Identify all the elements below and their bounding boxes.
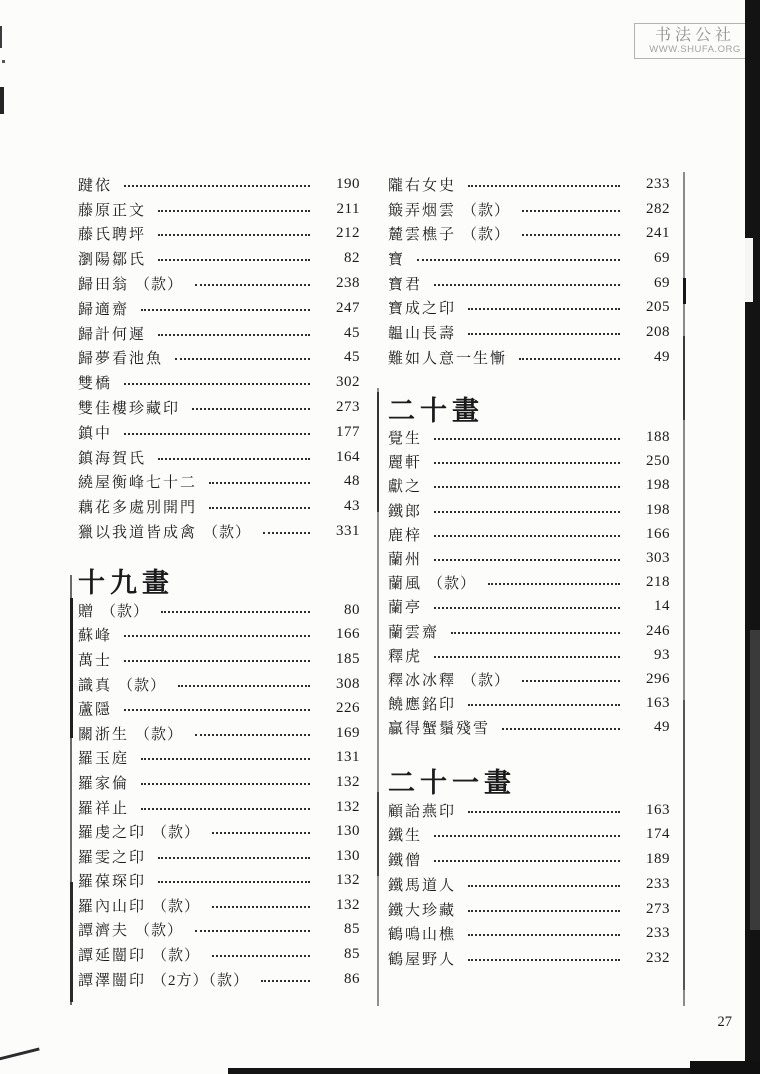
dot-leader [124,374,310,385]
entry-note: （款） [135,277,184,294]
dot-leader [175,349,310,360]
entry-note: （款） [462,227,511,244]
index-section [388,798,670,971]
entry-label: 鹿梓 [388,527,423,544]
entry-page-number: 48 [344,473,360,490]
dot-leader [502,719,620,730]
entry-page-number: 163 [646,801,670,818]
entry-label: 藤原正文 [78,202,147,219]
entry-page-number: 308 [336,675,360,692]
entry-note: （2方）（款） [152,972,250,989]
index-entry [78,967,360,992]
entry-label: 羅葆琛印 [78,874,147,891]
entry-label: 隴右女史 [388,177,457,194]
dot-leader [124,700,310,711]
entry-page-number: 238 [336,275,360,292]
entry-page-number: 218 [646,574,670,591]
entry-label: 繞屋衡峰七十二 [78,475,198,492]
entry-label: 寶君 [388,276,423,293]
entry-label: 蘆隱 [78,702,113,719]
entry-page-number: 250 [646,453,670,470]
entry-page-number: 273 [646,900,670,917]
scan-edge-corner [690,1061,760,1074]
dot-leader [434,502,620,513]
index-entry [388,498,670,522]
dot-leader [434,477,620,488]
entry-label: 羅玉庭 [78,751,130,768]
entry-page-number: 331 [336,523,360,540]
entry-note: （款） [152,825,201,842]
index-entry [388,798,670,823]
index-section [78,598,360,992]
dot-leader [468,176,620,187]
entry-label: 歸適齋 [78,301,130,318]
entry-label: 麗軒 [388,455,423,472]
entry-page-number: 164 [336,448,360,465]
entry-label: 譚延闓印 [78,948,147,965]
index-entry [388,667,670,691]
entry-page-number: 132 [336,798,360,815]
watermark-logo-text: 书法公社 [654,27,735,44]
scan-mark-left [0,87,4,114]
dot-leader [263,523,310,534]
dot-leader [522,201,620,212]
entry-note: （款） [462,672,511,689]
index-entry [78,346,360,371]
scan-mark-left [0,26,2,48]
entry-label: 藤氏聘坪 [78,227,147,244]
dot-leader [488,574,620,585]
dot-leader [468,925,620,936]
index-entry [78,770,360,795]
index-entry [78,942,360,967]
entry-page-number: 233 [646,925,670,942]
dot-leader [417,250,620,261]
index-entry [78,696,360,721]
dot-leader [141,749,310,760]
index-entry [78,893,360,918]
index-entry [78,844,360,869]
entry-label: 踺依 [78,177,113,194]
entry-page-number: 233 [646,875,670,892]
entry-page-number: 132 [336,896,360,913]
page-number: 27 [717,1014,732,1030]
dot-leader [141,774,310,785]
entry-label: 韞山長壽 [388,325,457,342]
scan-mark-bottom-left [0,1047,40,1061]
entry-label: 蘭雲齋 [388,624,440,641]
entry-label: 鐵郎 [388,503,423,520]
entry-page-number: 86 [344,970,360,987]
index-entry [388,172,670,197]
dot-leader [195,275,310,286]
entry-page-number: 246 [646,622,670,639]
entry-label: 瀏陽鄒氏 [78,252,147,269]
index-entry [78,672,360,697]
dot-leader [158,225,310,236]
dot-leader [158,449,310,460]
index-entry [388,643,670,667]
entry-note: （款） [152,948,201,965]
index-entry [388,522,670,546]
entry-label: 顧詒燕印 [388,803,457,820]
index-entry [388,197,670,222]
entry-page-number: 163 [646,695,670,712]
index-entry [78,819,360,844]
dot-leader [192,399,310,410]
entry-page-number: 80 [344,601,360,618]
index-entry [78,296,360,321]
index-entry [388,872,670,897]
entry-page-number: 45 [344,349,360,366]
entry-page-number: 49 [654,719,670,736]
dot-leader [434,598,620,609]
entry-page-number: 169 [336,724,360,741]
dot-leader [451,623,620,634]
index-entry [388,474,670,498]
index-entry [388,320,670,345]
entry-page-number: 45 [344,324,360,341]
entry-note: （款） [101,603,150,620]
entry-page-number: 212 [336,225,360,242]
entry-label: 贏得蟹鬚殘雪 [388,721,491,738]
index-entry [78,370,360,395]
index-entry [388,450,670,474]
index-entry [388,221,670,246]
index-entry [78,623,360,648]
entry-label: 羅雯之印 [78,849,147,866]
index-entry [388,946,670,971]
scan-edge-right [745,0,760,1074]
dot-leader [195,921,310,932]
index-entry [388,271,670,296]
index-entry [388,619,670,643]
entry-label: 鶴鳴山樵 [388,927,457,944]
scan-mark-left [2,60,5,63]
dot-leader [434,275,620,286]
dot-leader [434,429,620,440]
entry-note: （款） [135,923,184,940]
dot-leader [468,901,620,912]
index-column-right [388,172,670,971]
entry-page-number: 130 [336,823,360,840]
dot-leader [468,695,620,706]
entry-label: 鐵馬道人 [388,877,457,894]
index-entry [78,172,360,197]
dot-leader [124,626,310,637]
dot-leader [209,498,310,509]
index-section [388,172,670,370]
entry-label: 蘇峰 [78,628,113,645]
entry-label: 簸弄烟雲 [388,202,457,219]
entry-label: 羅虔之印 [78,825,147,842]
index-entry [388,595,670,619]
index-entry [78,795,360,820]
entry-label: 歸計何遲 [78,326,147,343]
dot-leader [141,799,310,810]
dot-leader [468,299,620,310]
index-entry [388,571,670,595]
entry-label: 覺生 [388,431,423,448]
entry-page-number: 132 [336,773,360,790]
index-entry [78,395,360,420]
entry-page-number: 273 [336,399,360,416]
dot-leader [522,225,620,236]
entry-page-number: 247 [336,299,360,316]
entry-label: 蘭亭 [388,600,423,617]
entry-label: 寶 [388,251,406,268]
dot-leader [158,250,310,261]
entry-label: 萬士 [78,652,113,669]
entry-note: （款） [118,677,167,694]
entry-page-number: 226 [336,700,360,717]
dot-leader [468,950,620,961]
entry-label: 難如人意一生慚 [388,350,508,367]
entry-label: 鎮海賀氏 [78,450,147,467]
index-entry [78,321,360,346]
index-entry [388,426,670,450]
entry-page-number: 93 [654,646,670,663]
entry-page-number: 130 [336,847,360,864]
entry-page-number: 82 [344,250,360,267]
dot-leader [468,876,620,887]
dot-leader [141,300,310,311]
entry-label: 藕花多處別開門 [78,500,198,517]
entry-note: （款） [203,525,252,542]
entry-label: 鐵大珍藏 [388,902,457,919]
index-section [388,426,670,740]
entry-page-number: 233 [646,175,670,192]
entry-note: （款） [428,576,477,593]
entry-page-number: 282 [646,200,670,217]
entry-label: 釋冰冰釋 [388,672,457,689]
dot-leader [212,946,310,957]
index-entry [388,847,670,872]
entry-page-number: 177 [336,423,360,440]
entry-page-number: 166 [646,525,670,542]
entry-label: 獵以我道皆成禽 [78,525,198,542]
entry-label: 鐵僧 [388,853,423,870]
dot-leader [158,848,310,859]
entry-label: 蘭州 [388,552,423,569]
index-entry [388,823,670,848]
index-entry [78,271,360,296]
index-entry [388,716,670,740]
entry-label: 鶴屋野人 [388,951,457,968]
entry-label: 贈 [78,603,96,620]
scan-edge-shade [750,630,760,930]
entry-page-number: 208 [646,323,670,340]
entry-label: 羅內山印 [78,898,147,915]
entry-label: 鎮中 [78,425,113,442]
entry-page-number: 85 [344,946,360,963]
index-entry [78,246,360,271]
entry-page-number: 69 [654,274,670,291]
watermark-stamp [634,23,756,59]
entry-page-number: 205 [646,299,670,316]
watermark-url: WWW.SHUFA.ORG [649,44,741,55]
dot-leader [261,971,310,982]
entry-page-number: 14 [654,598,670,615]
index-entry [78,197,360,222]
entry-label: 關浙生 [78,726,130,743]
scan-fold-line [683,172,685,1006]
entry-page-number: 131 [336,749,360,766]
entry-page-number: 49 [654,348,670,365]
entry-label: 識真 [78,677,113,694]
stroke-count-section-header: 二十一畫 [388,767,516,798]
dot-leader [195,725,310,736]
entry-page-number: 43 [344,498,360,515]
index-entry [78,222,360,247]
dot-leader [522,671,620,682]
index-entry [78,470,360,495]
entry-label: 歸田翁 [78,277,130,294]
entry-label: 羅家倫 [78,775,130,792]
entry-label: 饒應銘印 [388,697,457,714]
index-entry [388,246,670,271]
dot-leader [158,201,310,212]
index-column-left [78,172,360,991]
entry-page-number: 232 [646,949,670,966]
entry-label: 譚濟夫 [78,923,130,940]
index-entry [388,345,670,370]
dot-leader [519,349,620,360]
scan-fold-line [70,575,72,1005]
scan-fold-line [377,388,379,1006]
index-section [78,172,360,544]
entry-page-number: 132 [336,872,360,889]
dot-leader [468,802,620,813]
index-entry [388,921,670,946]
entry-page-number: 302 [336,374,360,391]
index-entry [388,546,670,570]
index-entry [388,295,670,320]
entry-label: 譚澤闓印 [78,972,147,989]
entry-label: 寶成之印 [388,301,457,318]
dot-leader [161,602,310,613]
entry-label: 歸夢看池魚 [78,351,164,368]
index-entry [78,868,360,893]
index-entry [78,445,360,470]
stroke-count-section-header: 二十畫 [388,395,484,426]
entry-page-number: 198 [646,501,670,518]
dot-leader [124,651,310,662]
dot-leader [209,473,310,484]
entry-note: （款） [152,898,201,915]
entry-page-number: 296 [646,670,670,687]
index-entry [388,897,670,922]
index-entry [78,721,360,746]
entry-page-number: 198 [646,477,670,494]
entry-page-number: 241 [646,225,670,242]
entry-label: 釋虎 [388,648,423,665]
index-entry [388,692,670,716]
dot-leader [178,676,310,687]
dot-leader [434,851,620,862]
entry-label: 羅祥止 [78,800,130,817]
entry-label: 麓雲樵子 [388,227,457,244]
entry-page-number: 185 [336,650,360,667]
entry-page-number: 303 [646,550,670,567]
index-entry [78,746,360,771]
entry-page-number: 85 [344,921,360,938]
index-entry [78,494,360,519]
entry-page-number: 166 [336,626,360,643]
index-entry [78,918,360,943]
entry-page-number: 189 [646,851,670,868]
entry-page-number: 174 [646,826,670,843]
dot-leader [434,647,620,658]
entry-label: 蘭風 [388,576,423,593]
dot-leader [158,872,310,883]
dot-leader [434,453,620,464]
entry-label: 雙橋 [78,376,113,393]
dot-leader [124,176,310,187]
dot-leader [434,526,620,537]
index-entry [78,519,360,544]
entry-page-number: 69 [654,249,670,266]
dot-leader [124,424,310,435]
entry-note: （款） [462,202,511,219]
dot-leader [434,550,620,561]
entry-label: 雙佳樓珍藏印 [78,401,181,418]
dot-leader [468,324,620,335]
entry-page-number: 190 [336,175,360,192]
entry-label: 鐵生 [388,828,423,845]
dot-leader [434,826,620,837]
entry-page-number: 211 [336,200,360,217]
dot-leader [212,823,310,834]
stroke-count-section-header: 十九畫 [78,567,174,598]
entry-page-number: 188 [646,429,670,446]
index-entry [78,647,360,672]
index-entry [78,420,360,445]
scan-edge-bottom [228,1068,760,1074]
scan-edge-gap [745,238,753,302]
dot-leader [212,897,310,908]
entry-note: （款） [135,726,184,743]
entry-label: 獻之 [388,479,423,496]
dot-leader [158,325,310,336]
index-entry [78,598,360,623]
